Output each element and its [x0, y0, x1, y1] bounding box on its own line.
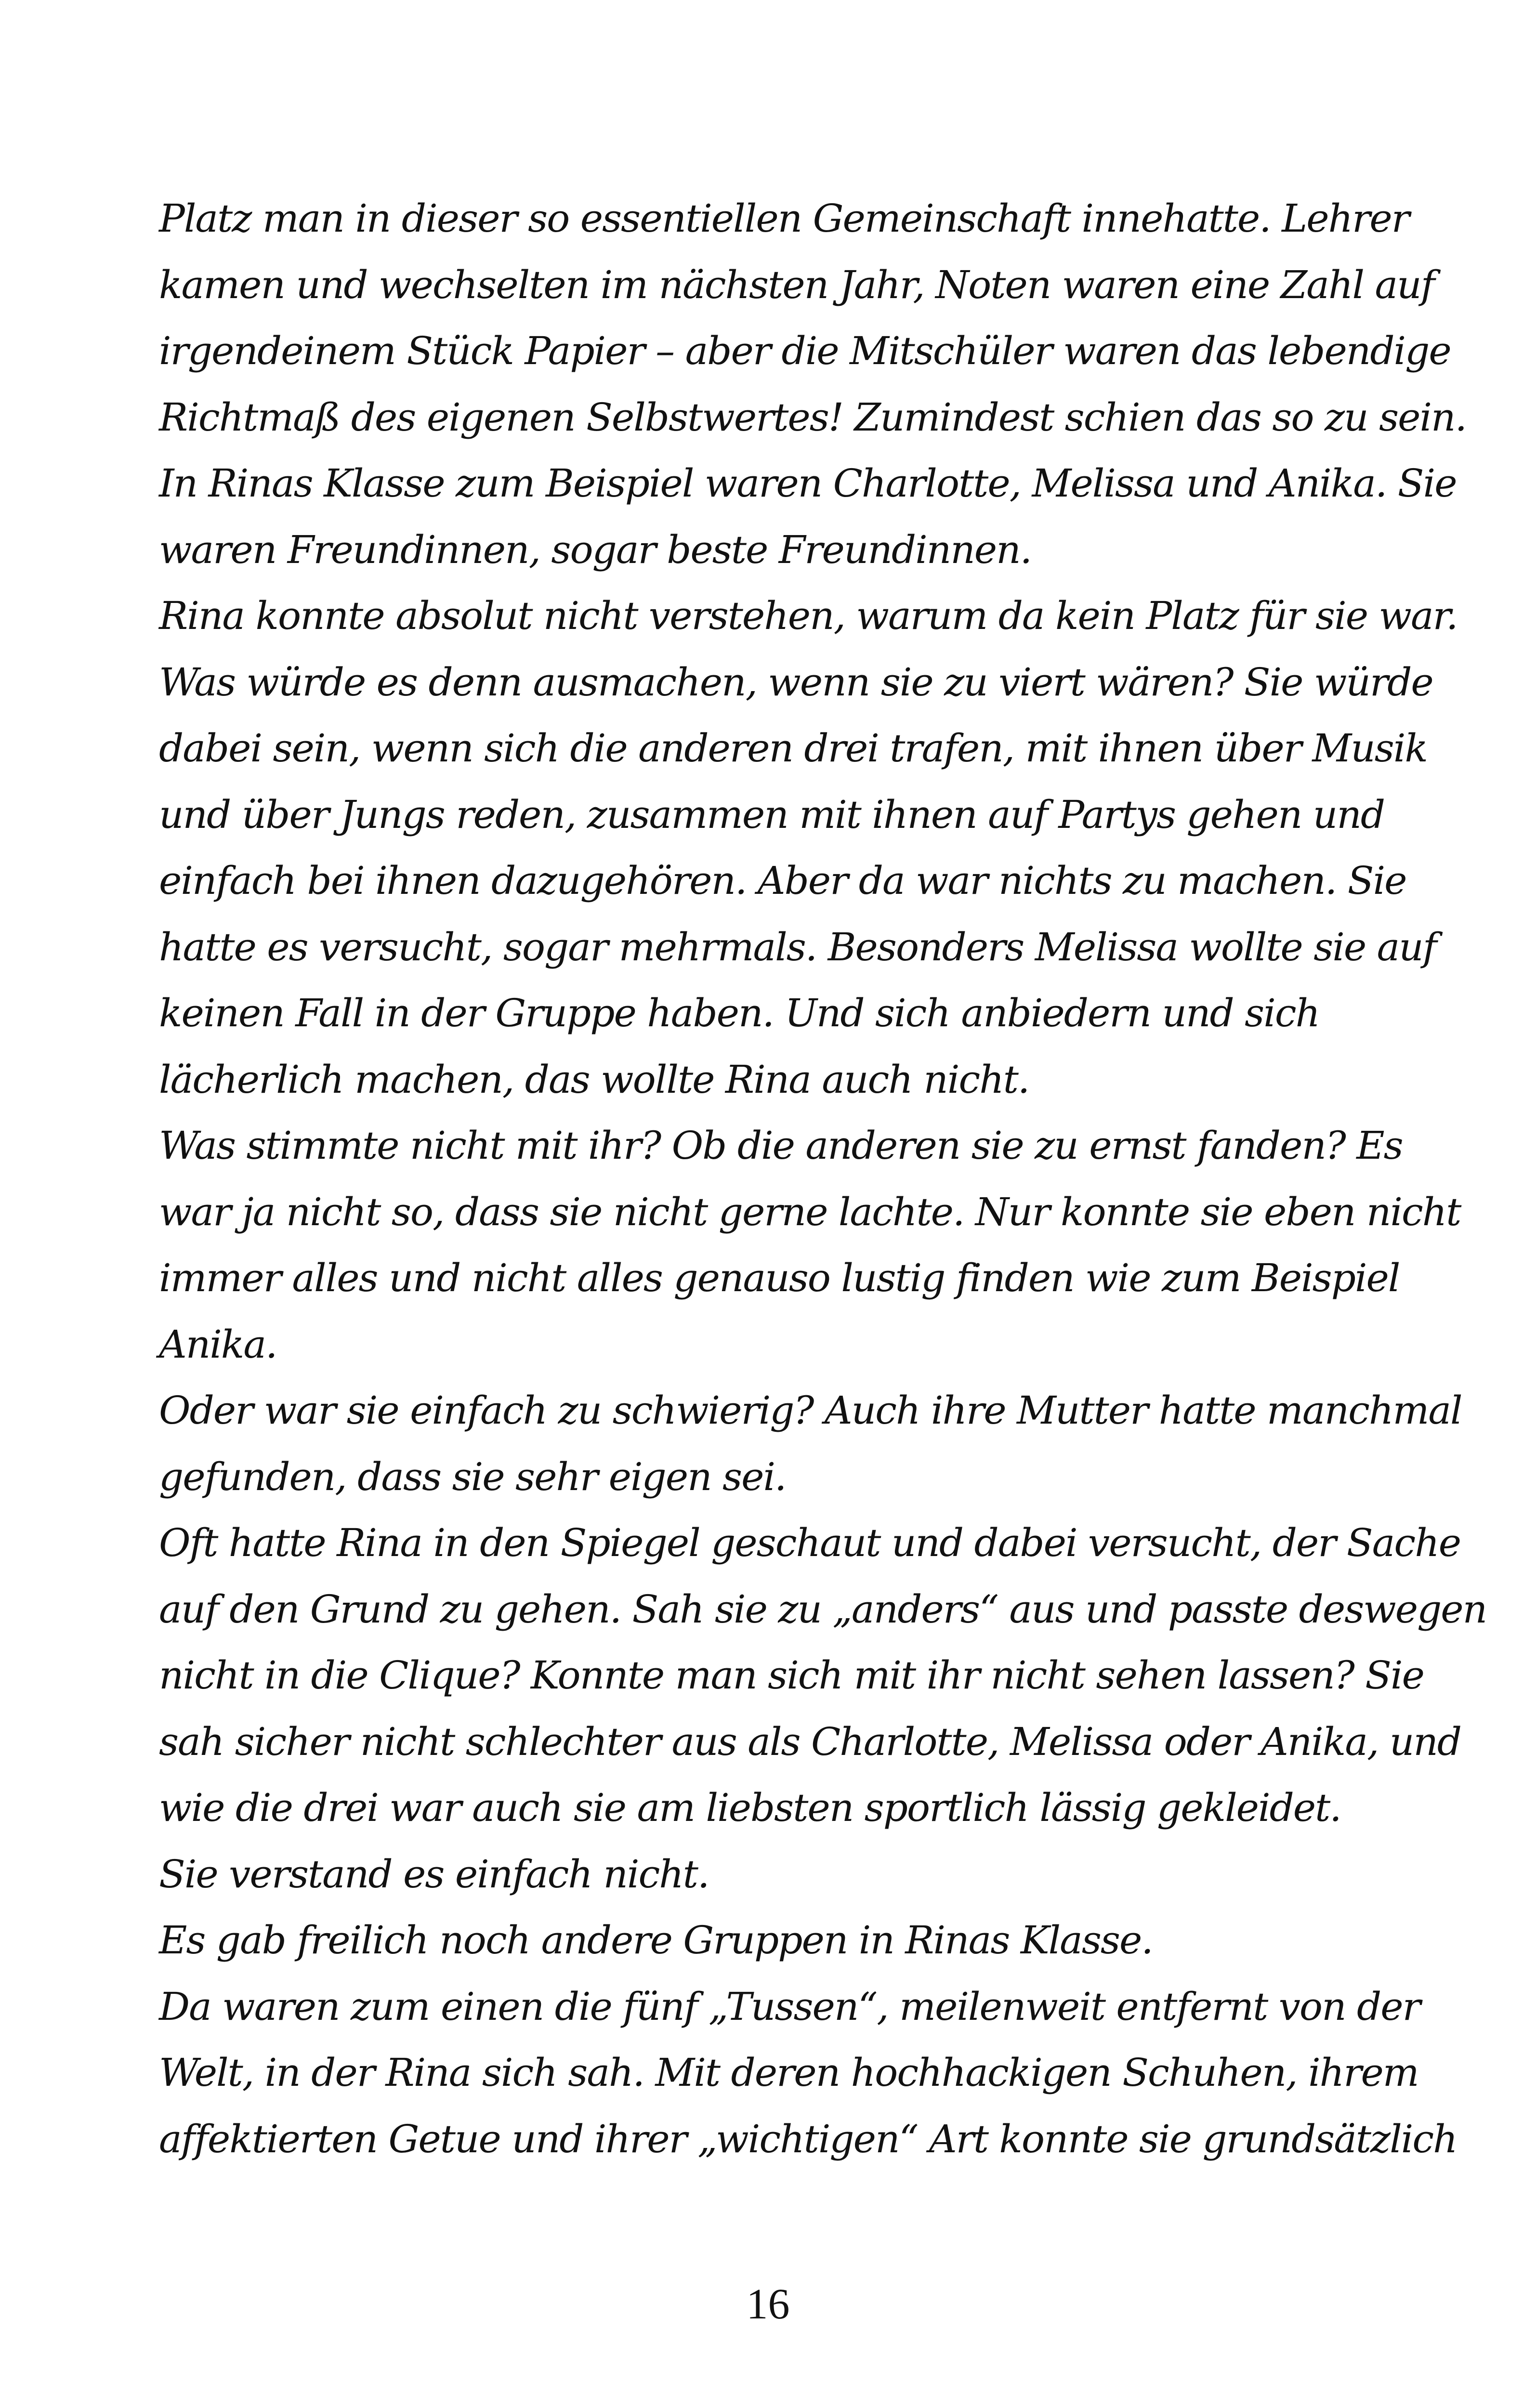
- text-line: Da waren zum einen die fünf „Tussen“, meilenweit entfernt von der: [159, 1984, 1420, 2029]
- text-line: Was stimmte nicht mit ihr? Ob die anderen sie zu ernst fanden? Es: [159, 1123, 1403, 1168]
- text-line: hatte es versucht, sogar mehrmals. Besonders Melissa wollte sie auf: [159, 924, 1436, 969]
- text-line: Es gab freilich noch andere Gruppen in Rinas Klasse.: [159, 1918, 1153, 1963]
- text-line: nicht in die Clique? Konnte man sich mit ihr nicht sehen lassen? Sie: [159, 1653, 1424, 1698]
- text-line: auf den Grund zu gehen. Sah sie zu „anders“ aus und passte deswegen: [159, 1586, 1487, 1632]
- text-line: irgendeinem Stück Papier – aber die Mitschüler waren das lebendige: [159, 328, 1451, 373]
- text-line: Oder war sie einfach zu schwierig? Auch ihre Mutter hatte manchmal: [159, 1388, 1462, 1433]
- text-line: lächerlich machen, das wollte Rina auch nicht.: [159, 1057, 1029, 1102]
- text-line: Oft hatte Rina in den Spiegel geschaut und dabei versucht, der Sache: [159, 1520, 1461, 1565]
- text-line: war ja nicht so, dass sie nicht gerne lachte. Nur konnte sie eben nicht: [159, 1189, 1461, 1234]
- text-line: einfach bei ihnen dazugehören. Aber da war nichts zu machen. Sie: [159, 858, 1406, 903]
- text-line: keinen Fall in der Gruppe haben. Und sich anbiedern und sich: [159, 991, 1320, 1035]
- text-line: Rina konnte absolut nicht verstehen, warum da kein Platz für sie war.: [159, 593, 1457, 638]
- text-line: Anika.: [159, 1322, 277, 1367]
- text-line: In Rinas Klasse zum Beispiel waren Charlotte, Melissa und Anika. Sie: [159, 461, 1457, 506]
- text-line: wie die drei war auch sie am liebsten sportlich lässig gekleidet.: [159, 1785, 1341, 1830]
- text-line: waren Freundinnen, sogar beste Freundinnen.: [159, 527, 1032, 572]
- text-line: Richtmaß des eigenen Selbstwertes! Zumindest schien das so zu sein.: [159, 394, 1467, 440]
- text-line: dabei sein, wenn sich die anderen drei trafen, mit ihnen über Musik: [159, 726, 1427, 771]
- text-line: immer alles und nicht alles genauso lustig finden wie zum Beispiel: [159, 1256, 1400, 1300]
- text-line: Sie verstand es einfach nicht.: [159, 1851, 709, 1897]
- text-line: Platz man in dieser so essentiellen Gemeinschaft innehatte. Lehrer: [159, 196, 1409, 241]
- body-text: [159, 185, 1487, 2172]
- text-line: kamen und wechselten im nächsten Jahr, Noten waren eine Zahl auf: [159, 262, 1434, 307]
- text-line: Welt, in der Rina sich sah. Mit deren hochhackigen Schuhen, ihrem: [159, 2050, 1418, 2095]
- text-line: gefunden, dass sie sehr eigen sei.: [159, 1454, 786, 1499]
- text-line: sah sicher nicht schlechter aus als Charlotte, Melissa oder Anika, und: [159, 1719, 1461, 1764]
- text-line: und über Jungs reden, zusammen mit ihnen auf Partys gehen und: [159, 792, 1385, 837]
- text-line: affektierten Getue und ihrer „wichtigen“ Art konnte sie grundsätzlich: [159, 2116, 1457, 2161]
- text-line: Was würde es denn ausmachen, wenn sie zu viert wären? Sie würde: [159, 659, 1433, 705]
- page-number: 16: [746, 2280, 790, 2328]
